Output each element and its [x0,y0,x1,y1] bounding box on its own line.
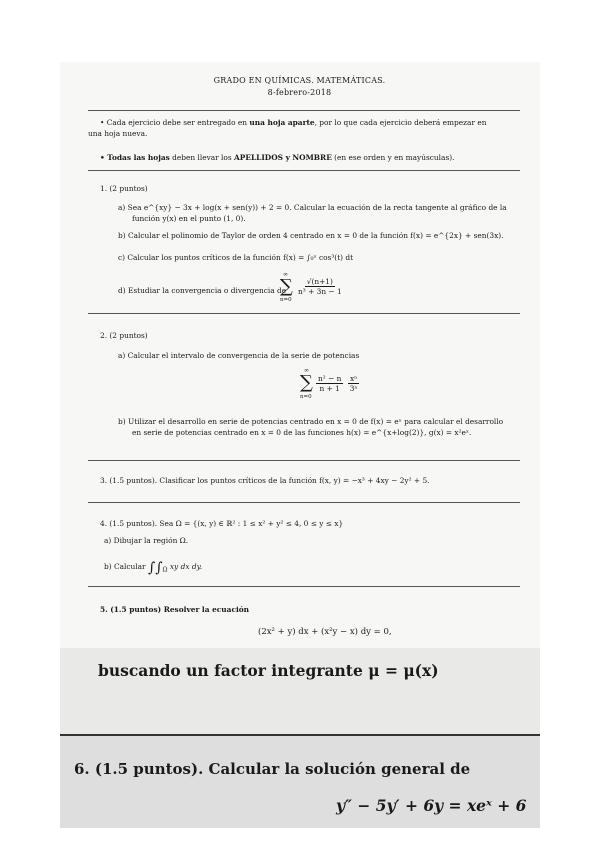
ex2-fraction-2-denominator: 3ⁿ [349,384,358,393]
divider [88,170,520,171]
ex2-b-line1: b) Utilizar el desarrollo en serie de potencias centrado en x = 0 de f(x) = eˣ para calcular el desarrollo [118,417,504,426]
ex1-sum-symbol: ∑ [280,276,293,297]
instruction-2-text-c: (en ese orden y en mayúsculas). [331,153,455,162]
ex1-sum-upper: ∞ [283,271,288,278]
ex1-d-fraction [298,277,342,296]
ex4-integrand: xy dx dy. [169,562,203,571]
ex3-text: 3. (1.5 puntos). Clasificar los puntos críticos de la función f(x, y) = −x³ + 4xy − 2y² + 5. [100,476,430,485]
ex2-b-line2: en serie de potencias centrado en x = 0 de las funciones h(x) = e^{x+log(2)}, g(x) = x²eˣ. [132,428,472,437]
ex2-fraction-1-numerator: n² − n [318,374,342,383]
instruction-2-bold: APELLIDOS y NOMBRE [234,153,332,162]
ex1-a-line2: función y(x) en el punto (1, 0). [132,214,246,223]
divider [88,460,520,461]
ex2-sum-symbol: ∑ [300,372,313,393]
ex2-fraction-1-denominator: n + 1 [319,384,340,393]
ex2-heading: 2. (2 puntos) [100,331,148,340]
ex5-heading: 5. (1.5 puntos) Resolver la ecuación [100,605,250,614]
divider [88,586,520,587]
instruction-1 [100,118,486,127]
instruction-2 [100,153,454,162]
exam-date: 8-febrero-2018 [267,88,332,97]
divider [88,502,520,503]
ex4-b-label: b) Calcular [104,562,146,571]
instruction-2-bold-a: • Todas las hojas [100,153,170,162]
ex1-sum-lower: n=0 [280,297,292,303]
instruction-2-text-b: deben llevar los [169,153,235,162]
ex2-fraction-2-numerator: xⁿ [350,374,358,383]
ex2-fraction-2 [348,374,359,393]
ex6-heading: 6. (1.5 puntos). Calcular la solución general de [74,760,471,778]
ex1-d-numerator: √(n+1) [306,277,333,286]
ex5-equation: (2x² + y) dx + (x²y − x) dy = 0, [258,627,392,637]
ex2-sum-upper: ∞ [304,367,309,374]
ex4-heading: 4. (1.5 puntos). Sea Ω = {(x, y) ∈ ℝ² : 1 ≤ x² + y² ≤ 4, 0 ≤ y ≤ x} [100,519,344,528]
ex2-a: a) Calcular el intervalo de convergencia de la serie de potencias [118,351,360,360]
instruction-1-text-a: • Cada ejercicio debe ser entregado en [100,118,250,127]
ex2-sum-lower: n=0 [300,394,312,400]
divider [88,110,520,111]
instruction-1-text-b: , por lo que cada ejercicio deberá empezar en [314,118,487,127]
ex1-a-line1: a) Sea e^{xy} − 3x + log(x + sen(y)) + 2 = 0. Calcular la ecuación de la recta tangente al gráfico de la [118,203,507,212]
ex5-factor-hint: buscando un factor integrante μ = μ(x) [98,661,439,680]
instruction-1-bold: una hoja aparte [249,118,315,127]
ex4-a: a) Dibujar la región Ω. [104,536,189,545]
exam-title: GRADO EN QUÍMICAS. MATEMÁTICAS. [213,76,386,85]
ex6-equation: y″ − 5y′ + 6y = xeˣ + 6 [336,796,527,815]
ex4-integral-sign: ∫∫ [147,560,163,576]
ex1-c: c) Calcular los puntos críticos de la función f(x) = ∫₀ˣ cos³(t) dt [118,253,354,262]
divider [60,734,540,736]
ex2-fraction-1 [316,374,343,393]
ex4-b [104,560,202,576]
ex1-heading: 1. (2 puntos) [100,184,148,193]
ex1-d: d) Estudiar la convergencia o divergencia de [118,286,287,295]
instruction-1-cont: una hoja nueva. [88,129,148,138]
ex4-integral-domain: Ω [162,566,168,574]
ex1-d-denominator: n³ + 3n − 1 [298,287,342,296]
ex1-b: b) Calcular el polinomio de Taylor de orden 4 centrado en x = 0 de la función f(x) = e^{2x} + sen(3x). [118,231,504,240]
divider [88,313,520,314]
